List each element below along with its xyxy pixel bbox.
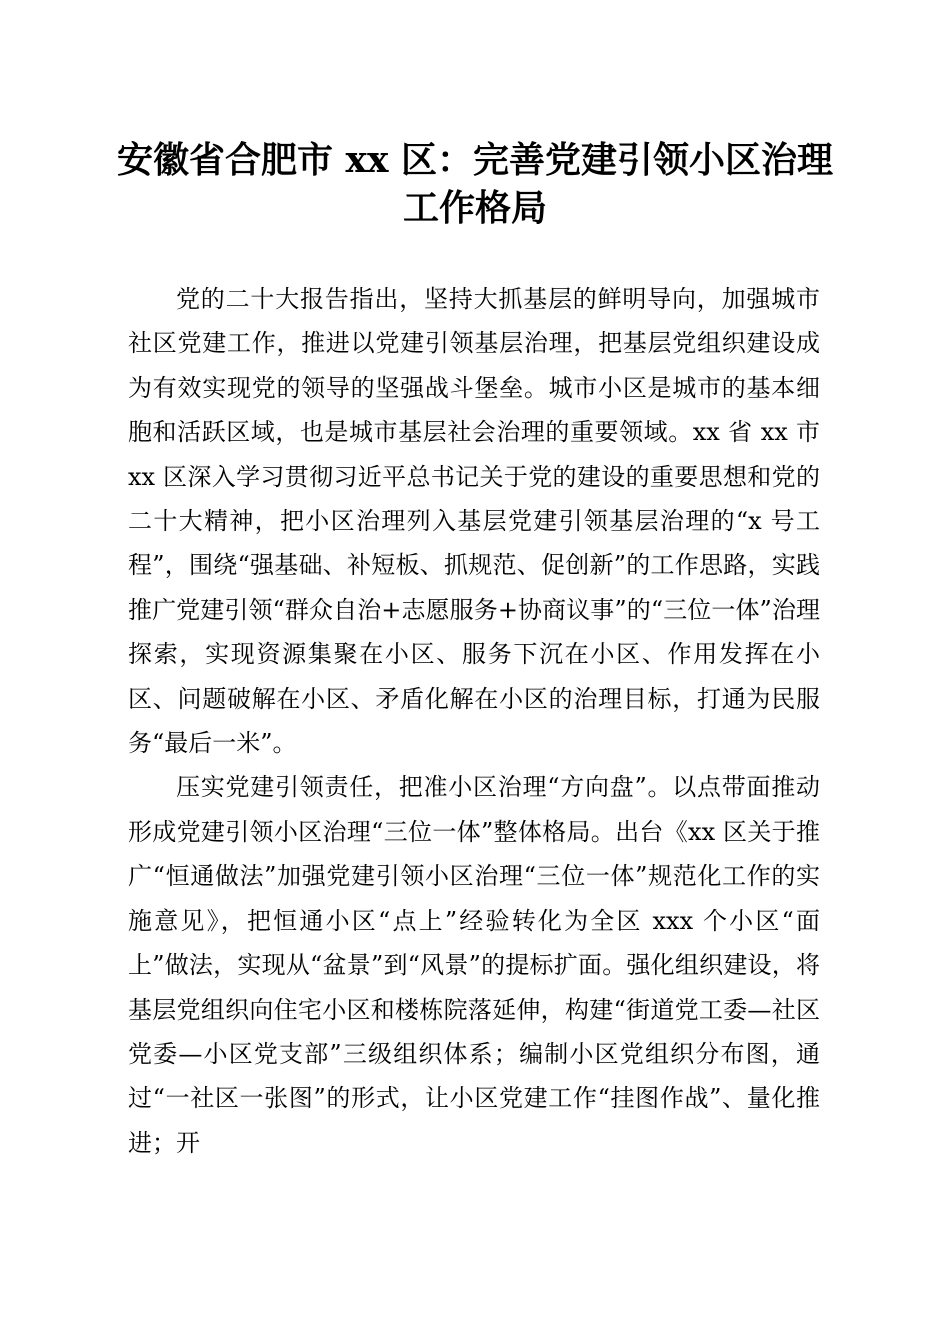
paragraph: 党的二十大报告指出，坚持大抓基层的鲜明导向，加强城市社区党建工作，推进以党建引领基层治理，把基层党组织建设成为有效实现党的领导的坚强战斗堡垒。城市小区是城市的基本细胞和活跃区域，也是城市基层社会治理的重要领域。xx 省 xx 市 xx 区深入学习贯彻习近平总书记关于党的建设的重要思想和党的二十大精神，把小区治理列入基层党建引领基层治理的“x 号工程”，围绕“强基础、补短板、抓规范、促创新”的工作思路，实践推广党建引领“群众自治+志愿服务+协商议事”的“三位一体”治理探索，实现资源集聚在小区、服务下沉在小区、作用发挥在小区、问题破解在小区、矛盾化解在小区的治理目标，打通为民服务“最后一米”。: [128, 285, 820, 758]
title-line-2: 工作格局: [402, 187, 547, 229]
document-body: [128, 277, 820, 1165]
title-line-1: 安徽省合肥市 xx 区：完善党建引领小区治理: [117, 139, 833, 181]
paragraph: 压实党建引领责任，把准小区治理“方向盘”。以点带面推动形成党建引领小区治理“三位一体”整体格局。出台《xx 区关于推广“恒通做法”加强党建引领小区治理“三位一体”规范化工作的实施意见》，把恒通小区“点上”经验转化为全区 xxx 个小区“面上”做法，实现从“盆景”到“风景”的提标扩面。强化组织建设，将基层党组织向住宅小区和楼栋院落延伸，构建“街道党工委—社区党委—小区党支部”三级组织体系；编制小区党组织分布图，通过“一社区一张图”的形式，让小区党建工作“挂图作战”、量化推进；开: [128, 773, 820, 1157]
document-title: [100, 136, 850, 232]
